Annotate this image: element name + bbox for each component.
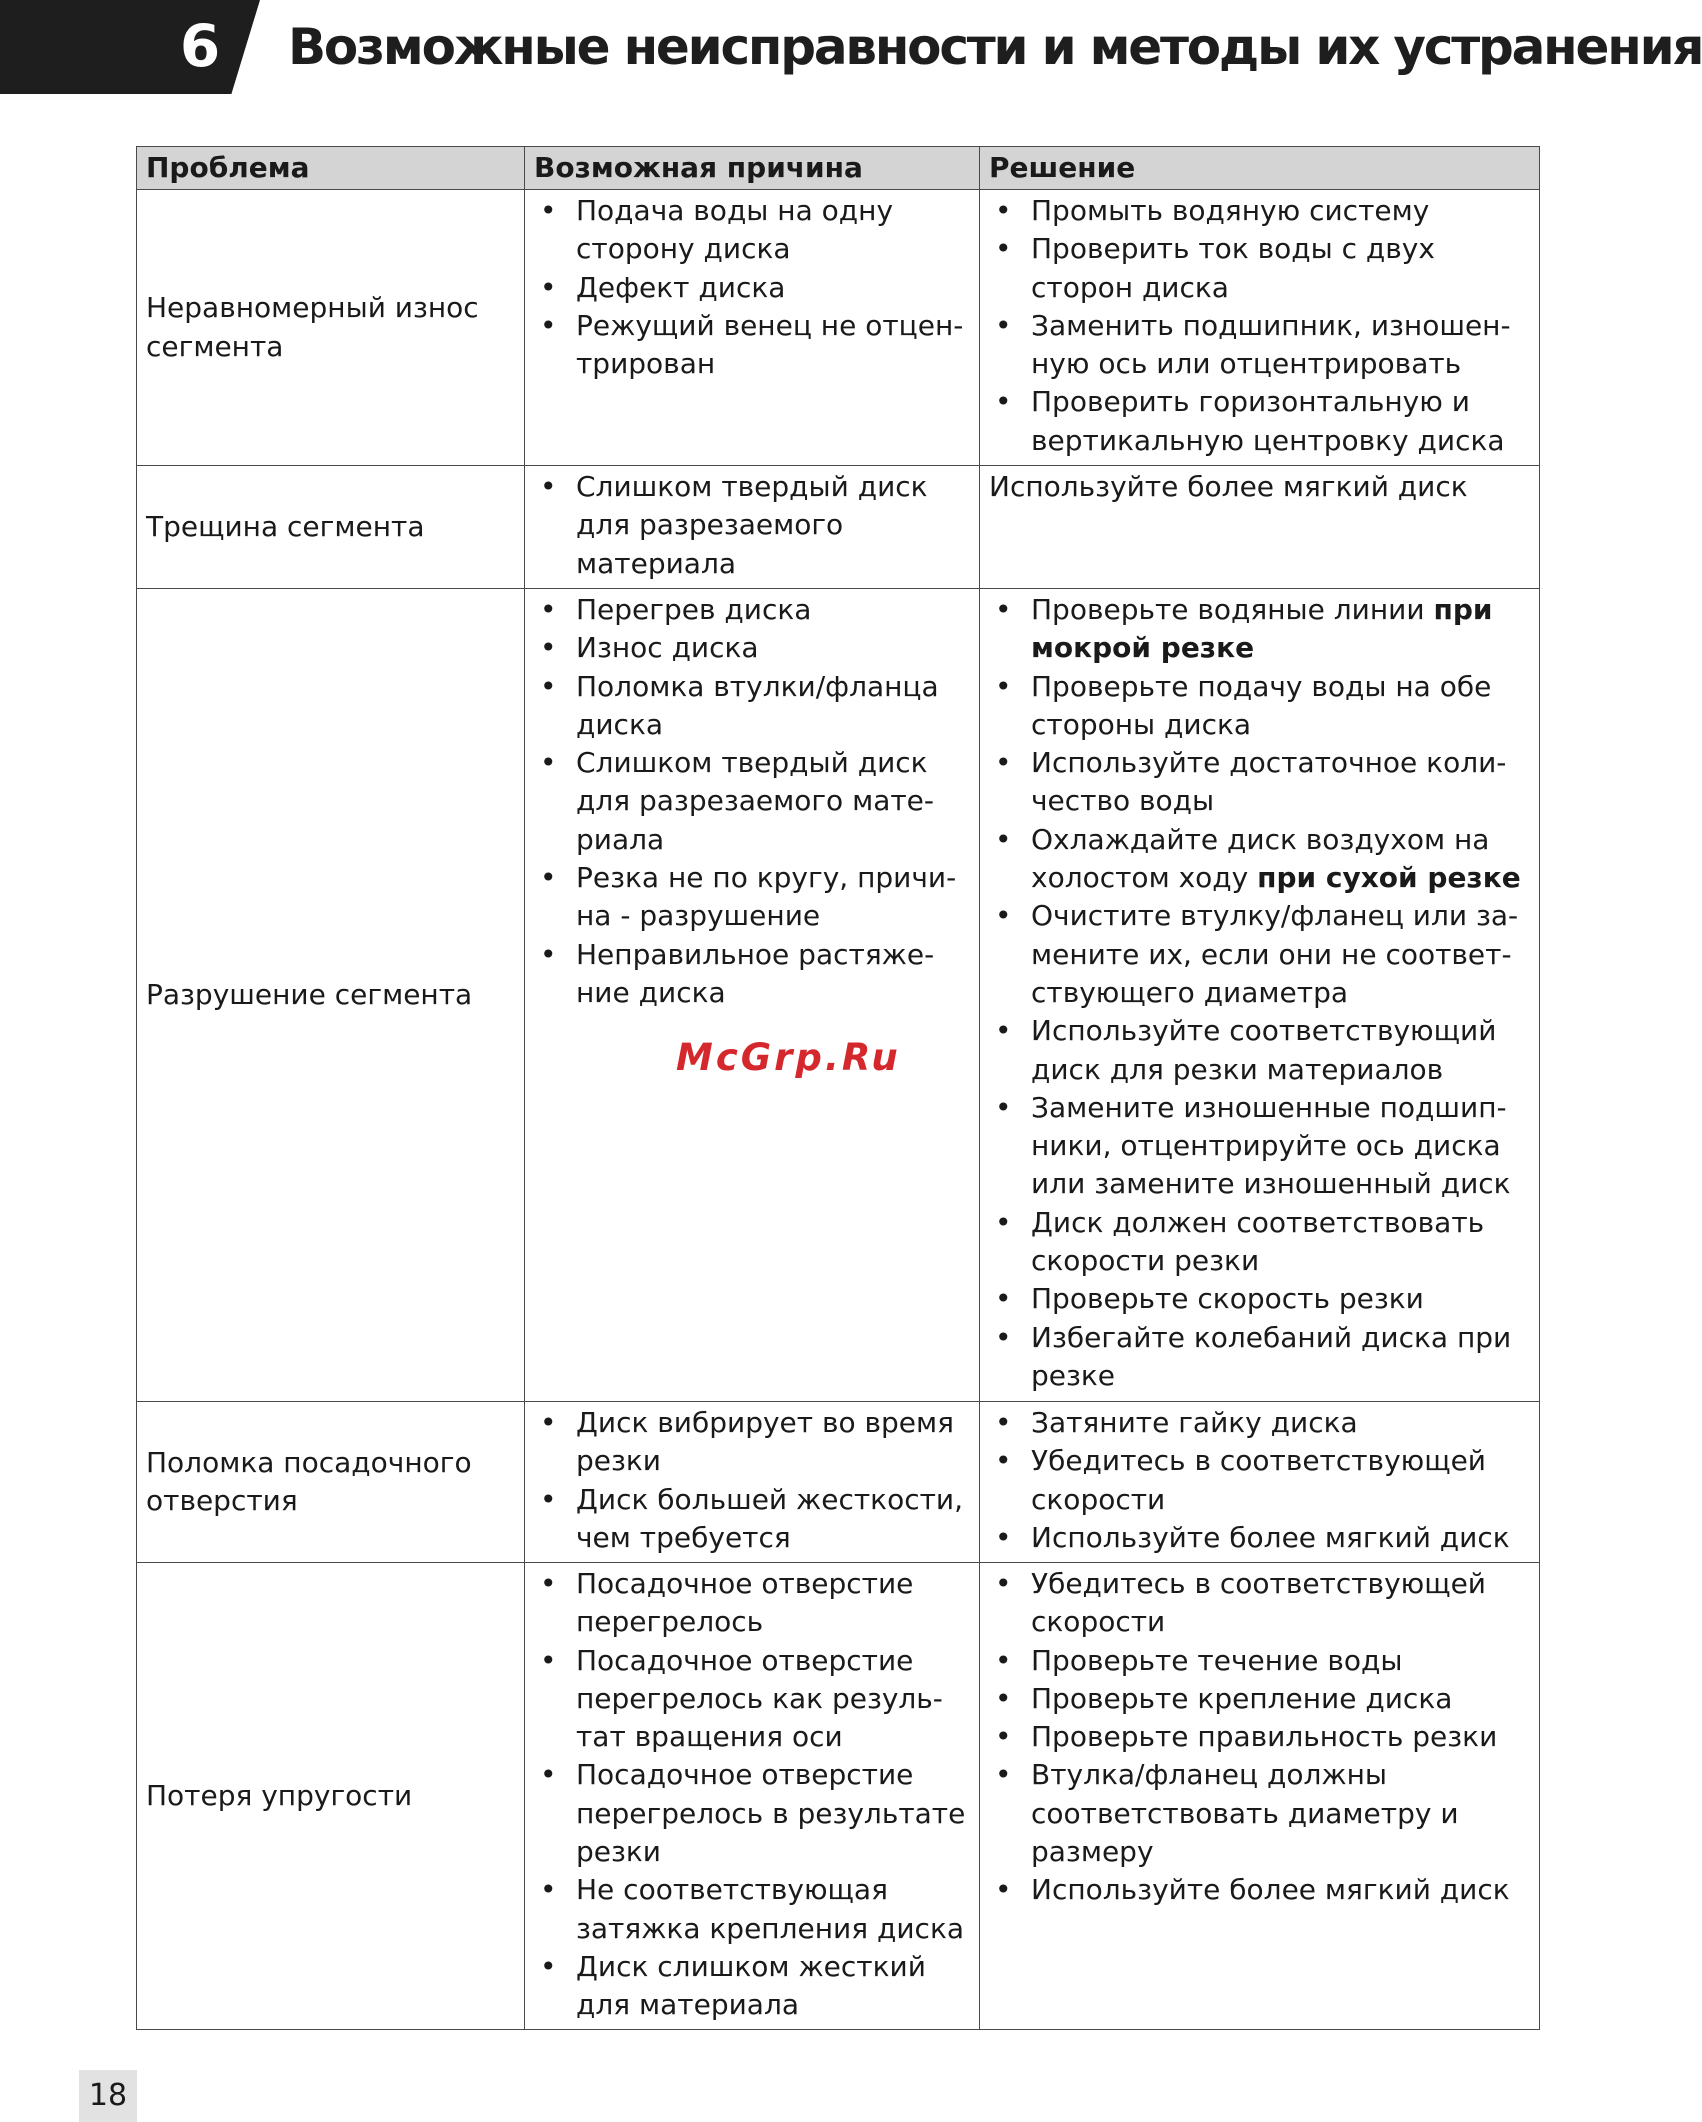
table-row xyxy=(137,1402,1540,1563)
list-item: • Охлаждайте диск воздухом на холостом ходу при сухой резке xyxy=(989,821,1530,898)
problem-cell: Потеря упругости xyxy=(137,1563,525,2030)
table-row xyxy=(137,466,1540,589)
solution-cell xyxy=(980,1563,1540,2030)
solution-list xyxy=(989,1404,1530,1557)
cause-cell xyxy=(525,466,980,589)
list-item: • Проверьте крепление диска xyxy=(989,1680,1530,1718)
cause-list xyxy=(534,1404,970,1557)
problem-cell: Трещина сегмента xyxy=(137,466,525,589)
list-item: • Заменить подшипник, изношен-ную ось или отцентрировать xyxy=(989,307,1530,384)
solution-list xyxy=(989,192,1530,460)
problem-cell: Неравномерный износ сегмента xyxy=(137,190,525,466)
list-item: • Перегрев диска xyxy=(534,591,970,629)
watermark: McGrp.Ru xyxy=(676,1036,901,1079)
table-row xyxy=(137,190,1540,466)
list-item: • Слишком твердый диск для разрезаемого мате-риала xyxy=(534,744,970,859)
list-item: • Диск слишком жесткий для материала xyxy=(534,1948,970,2025)
list-item: • Диск большей жесткости, чем требуется xyxy=(534,1481,970,1558)
cause-cell xyxy=(525,1563,980,2030)
cause-cell xyxy=(525,1402,980,1563)
list-item: • Используйте соответствующий диск для резки материалов xyxy=(989,1012,1530,1089)
list-item: • Проверить горизонтальную и вертикальную центровку диска xyxy=(989,383,1530,460)
cause-list xyxy=(534,468,970,583)
problem-cell: Поломка посадочного отверстия xyxy=(137,1402,525,1563)
solution-cell xyxy=(980,190,1540,466)
solution-cell: Используйте более мягкий диск xyxy=(980,466,1540,589)
table-header-row xyxy=(137,147,1540,190)
cause-cell xyxy=(525,190,980,466)
list-item: • Проверьте правильность резки xyxy=(989,1718,1530,1756)
list-item: • Не соответствующая затяжка крепления диска xyxy=(534,1871,970,1948)
list-item: • Убедитесь в соответствующей скорости xyxy=(989,1442,1530,1519)
solution-cell xyxy=(980,1402,1540,1563)
list-item: • Проверьте водяные линии при мокрой резке xyxy=(989,591,1530,668)
page-title: Возможные неисправности и методы их устранения xyxy=(288,18,1702,76)
list-item: • Посадочное отверстие перегрелось xyxy=(534,1565,970,1642)
column-header-cause: Возможная причина xyxy=(525,147,980,190)
list-item: • Используйте более мягкий диск xyxy=(989,1871,1530,1909)
chapter-number: 6 xyxy=(179,12,221,80)
list-item: • Проверить ток воды с двух сторон диска xyxy=(989,230,1530,307)
list-item: • Избегайте колебаний диска при резке xyxy=(989,1319,1530,1396)
list-item: • Затяните гайку диска xyxy=(989,1404,1530,1442)
cause-cell xyxy=(525,589,980,1402)
column-header-problem: Проблема xyxy=(137,147,525,190)
list-item: • Проверьте скорость резки xyxy=(989,1280,1530,1318)
list-item: • Слишком твердый диск для разрезаемого материала xyxy=(534,468,970,583)
list-item: • Используйте достаточное коли-чество воды xyxy=(989,744,1530,821)
list-item: • Посадочное отверстие перегрелось в результате резки xyxy=(534,1756,970,1871)
list-item: • Используйте более мягкий диск xyxy=(989,1519,1530,1557)
list-item: • Проверьте подачу воды на обе стороны диска xyxy=(989,668,1530,745)
table-row xyxy=(137,1563,1540,2030)
list-item: • Замените изношенные подшип-ники, отцентрируйте ось диска или замените изношенный диск xyxy=(989,1089,1530,1204)
list-item: • Промыть водяную систему xyxy=(989,192,1530,230)
list-item: • Диск должен соответствовать скорости резки xyxy=(989,1204,1530,1281)
list-item: • Проверьте течение воды xyxy=(989,1642,1530,1680)
list-item: • Убедитесь в соответствующей скорости xyxy=(989,1565,1530,1642)
list-item: • Втулка/фланец должны соответствовать диаметру и размеру xyxy=(989,1756,1530,1871)
list-item: • Поломка втулки/фланца диска xyxy=(534,668,970,745)
cause-list xyxy=(534,1565,970,2025)
troubleshooting-table xyxy=(136,146,1540,2030)
problem-cell: Разрушение сегмента xyxy=(137,589,525,1402)
page-number: 18 xyxy=(79,2070,137,2122)
list-item: • Режущий венец не отцен-трирован xyxy=(534,307,970,384)
list-item: • Подача воды на одну сторону диска xyxy=(534,192,970,269)
list-item: • Неправильное растяже-ние диска xyxy=(534,936,970,1013)
cause-list xyxy=(534,591,970,1012)
solution-list xyxy=(989,591,1530,1395)
list-item: • Износ диска xyxy=(534,629,970,667)
list-item: • Диск вибрирует во время резки xyxy=(534,1404,970,1481)
list-item: • Дефект диска xyxy=(534,269,970,307)
list-item: • Резка не по кругу, причи-на - разрушение xyxy=(534,859,970,936)
list-item: • Посадочное отверстие перегрелось как резуль-тат вращения оси xyxy=(534,1642,970,1757)
solution-list xyxy=(989,1565,1530,1910)
solution-cell xyxy=(980,589,1540,1402)
cause-list xyxy=(534,192,970,383)
column-header-solution: Решение xyxy=(980,147,1540,190)
list-item: • Очистите втулку/фланец или за-мените их, если они не соответ-ствующего диаметра xyxy=(989,897,1530,1012)
table-row xyxy=(137,589,1540,1402)
